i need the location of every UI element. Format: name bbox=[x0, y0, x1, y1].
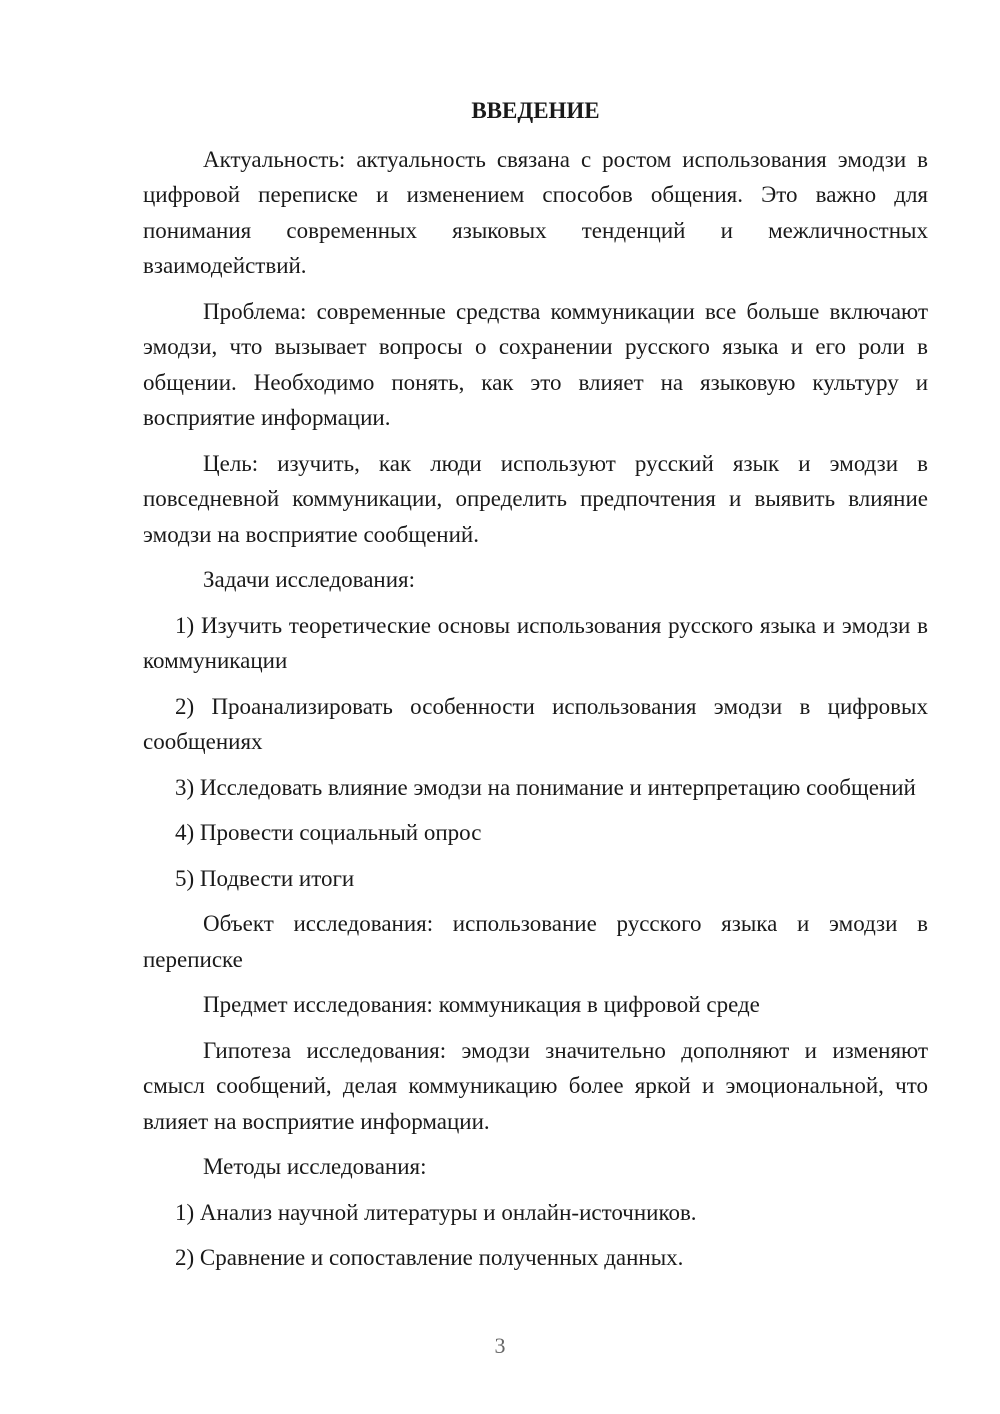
task-item: 4) Провести социальный опрос bbox=[175, 820, 482, 845]
problem-paragraph: Проблема: современные средства коммуникации все больше включают эмодзи, что вызывает вопросы о сохранении русского языка и его роли в общении. Необходимо понять, как это влияет на языковую культуру и восприятие информации. bbox=[143, 298, 928, 430]
goal-paragraph: Цель: изучить, как люди используют русский язык и эмодзи в повседневной коммуникации, определить предпочтения и выявить влияние эмодзи на восприятие сообщений. bbox=[143, 450, 928, 547]
task-item: 3) Исследовать влияние эмодзи на понимание и интерпретацию сообщений bbox=[175, 774, 916, 800]
method-item: 2) Сравнение и сопоставление полученных данных. bbox=[175, 1245, 684, 1270]
document-page bbox=[143, 93, 928, 1286]
task-item: 2) Проанализировать особенности использования эмодзи в цифровых сообщениях bbox=[143, 693, 928, 754]
relevance-paragraph: Актуальность: актуальность связана с ростом использования эмодзи в цифровой переписке и изменением способов общения. Это важно для понимания современных языковых тенденций и межличностных взаимодействий. bbox=[143, 146, 928, 278]
methods-heading: Методы исследования: bbox=[203, 1154, 427, 1179]
tasks-heading: Задачи исследования: bbox=[203, 567, 416, 592]
subject-paragraph: Предмет исследования: коммуникация в цифровой среде bbox=[203, 992, 760, 1017]
task-item: 1) Изучить теоретические основы использования русского языка и эмодзи в коммуникации bbox=[143, 612, 928, 673]
section-title: ВВЕДЕНИЕ bbox=[471, 98, 600, 123]
method-item: 1) Анализ научной литературы и онлайн-источников. bbox=[175, 1199, 697, 1225]
object-paragraph: Объект исследования: использование русского языка и эмодзи в переписке bbox=[143, 911, 928, 972]
page-number: 3 bbox=[494, 1333, 506, 1358]
hypothesis-paragraph: Гипотеза исследования: эмодзи значительно дополняют и изменяют смысл сообщений, делая коммуникацию более яркой и эмоциональной, что влияет на восприятие информации. bbox=[143, 1037, 928, 1134]
task-item: 5) Подвести итоги bbox=[175, 865, 355, 891]
